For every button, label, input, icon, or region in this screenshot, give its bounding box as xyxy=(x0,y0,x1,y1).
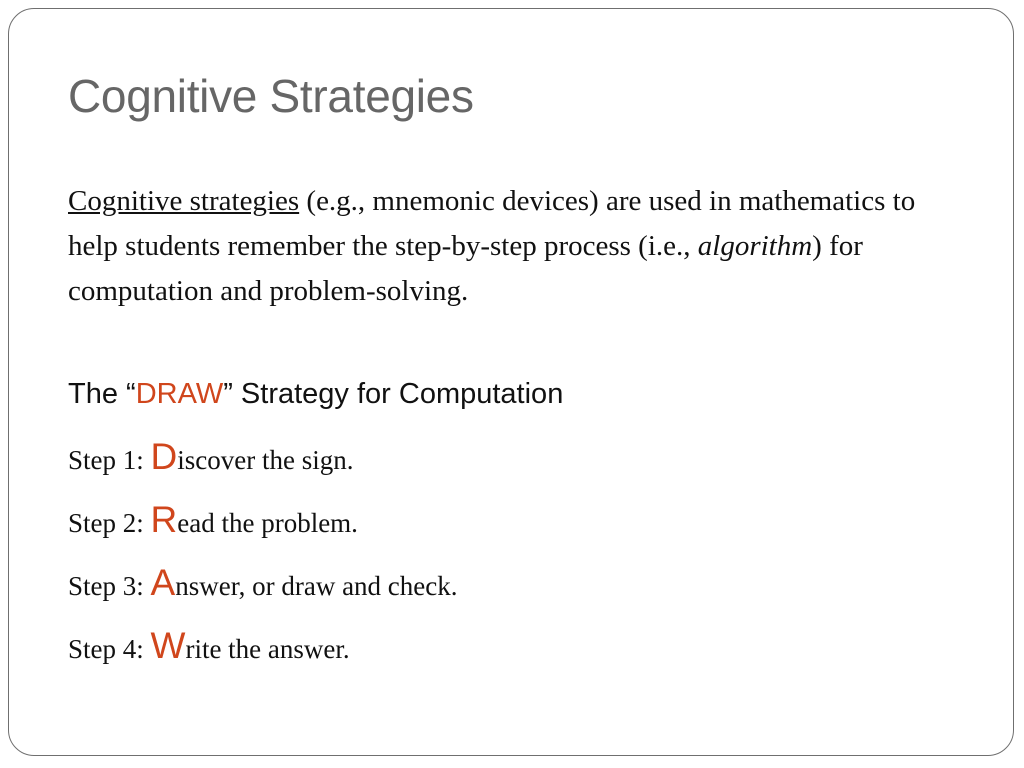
step-text: iscover the sign. xyxy=(177,445,354,475)
draw-subheading xyxy=(68,374,563,414)
step-label: Step 1: xyxy=(68,445,151,475)
step-list xyxy=(68,429,458,681)
step-label: Step 3: xyxy=(68,571,151,601)
intro-text-part1: (e.g., mnemonic devices) are used in mathematics to help students remember the step-by-step process (i.e., xyxy=(68,185,916,262)
step-text: nswer, or draw and check. xyxy=(175,571,458,601)
intro-italic-term: algorithm xyxy=(697,230,813,262)
subheading-prefix: The “ xyxy=(68,378,136,410)
step-item xyxy=(68,429,458,492)
intro-paragraph xyxy=(68,179,968,314)
step-item xyxy=(68,492,458,555)
step-letter: A xyxy=(150,562,176,603)
step-text: ead the problem. xyxy=(177,508,358,538)
step-item xyxy=(68,555,458,618)
intro-text-part2: ) for computation and problem-solving. xyxy=(68,230,863,307)
subheading-suffix: ” Strategy for Computation xyxy=(223,378,564,410)
step-label: Step 2: xyxy=(68,508,151,538)
slide-frame xyxy=(8,8,1014,756)
subheading-acronym: DRAW xyxy=(135,378,224,410)
step-letter: R xyxy=(150,499,178,540)
intro-term: Cognitive strategies xyxy=(68,185,300,217)
step-letter: W xyxy=(150,625,186,666)
slide-title: Cognitive Strategies xyxy=(68,70,474,122)
step-item xyxy=(68,618,458,681)
step-label: Step 4: xyxy=(68,634,151,664)
step-letter: D xyxy=(150,436,178,477)
step-text: rite the answer. xyxy=(185,634,350,664)
